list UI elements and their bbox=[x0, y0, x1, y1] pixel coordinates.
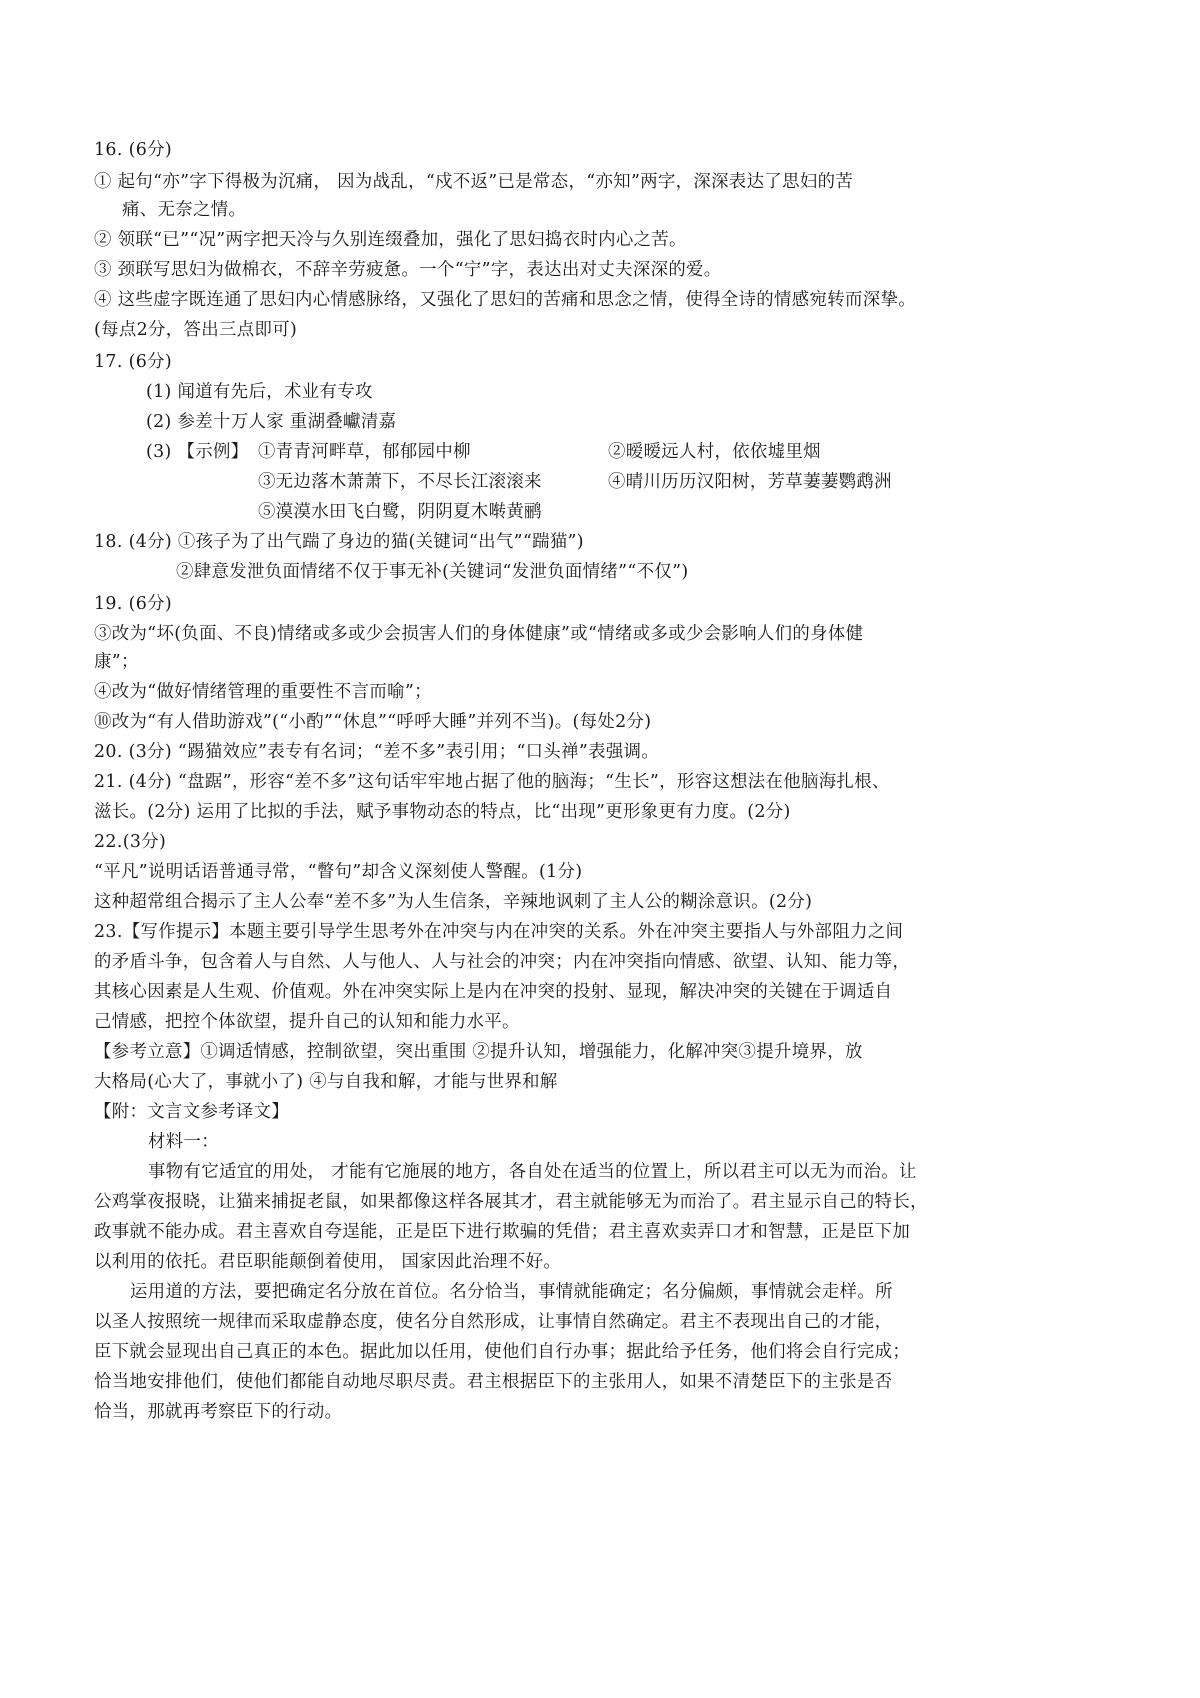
q16-point-3: ③ 颈联写思妇为做棉衣，不辞辛劳疲惫。一个“宁”字，表达出对丈夫深深的爱。 bbox=[94, 260, 722, 280]
q17-answer-1: (1) 闻道有先后，术业有专攻 bbox=[146, 382, 373, 402]
q22-line-1: “平凡”说明话语普通寻常，“瞥句”却含义深刻使人警醒。(1分) bbox=[94, 862, 583, 882]
q17-answer-3-label: (3) 【示例】 bbox=[146, 442, 249, 462]
translation-p1-line-2: 公鸡掌夜报晓，让猫来捕捉老鼠，如果都像这样各展其才，君主就能够无为而治了。君主显示自己的特长， bbox=[94, 1192, 928, 1212]
q17-example-1: ①青青河畔草，郁郁园中柳 bbox=[258, 442, 471, 462]
q19-line-2: ④改为“做好情绪管理的重要性不言而喻”； bbox=[94, 682, 432, 702]
q16-point-1-cont: 痛、无奈之情。 bbox=[122, 200, 247, 220]
q20-line: 20. (3分) “踢猫效应”表专有名词；“差不多”表引用；“口头禅”表强调。 bbox=[94, 742, 660, 762]
q16-point-2: ② 领联“已”“况”两字把天冷与久别连缀叠加，强化了思妇捣衣时内心之苦。 bbox=[94, 230, 687, 250]
q17-example-2: ②暧暧远人村，依依墟里烟 bbox=[608, 442, 821, 462]
translation-p2-line-3: 臣下就会显现出自己真正的本色。据此加以任用，使他们自行办事；据此给予任务，他们将会自行完成； bbox=[94, 1342, 911, 1362]
q18-line-1: 18. (4分) ①孩子为了出气踹了身边的猫(关键词“出气”“踹猫”) bbox=[94, 532, 584, 552]
q22-heading: 22.(3分) bbox=[94, 832, 167, 852]
q23-line-4: 己情感，把控个体欲望，提升自己的认知和能力水平。 bbox=[94, 1012, 520, 1032]
q16-point-1: ① 起句“亦”字下得极为沉痛， 因为战乱，“戍不返”已是常态，“亦知”两字，深深表达了思妇的苦 bbox=[94, 172, 854, 192]
q23-line-1: 23.【写作提示】本题主要引导学生思考外在冲突与内在冲突的关系。外在冲突主要指人与外部阻力之间 bbox=[94, 922, 904, 942]
q16-point-4: ④ 这些虚字既连通了思妇内心情感脉络，又强化了思妇的苦痛和思念之情，使得全诗的情感宛转而深挚。 bbox=[94, 290, 916, 310]
translation-p1-line-3: 政事就不能办成。君主喜欢自夸逞能，正是臣下进行欺骗的凭借；君主喜欢卖弄口才和智慧，正是臣下加 bbox=[94, 1222, 911, 1242]
q19-heading: 19. (6分) bbox=[94, 594, 173, 614]
q22-line-2: 这种超常组合揭示了主人公奉“差不多”为人生信条，辛辣地讽刺了主人公的糊涂意识。(2分) bbox=[94, 892, 813, 912]
q23-line-2: 的矛盾斗争，包含着人与自然、人与他人、人与社会的冲突；内在冲突指向情感、欲望、认知、能力等， bbox=[94, 952, 911, 972]
q19-line-3: ⑩改为“有人借助游戏”(“小酌”“休息”“呼呼大睡”并列不当)。(每处2分) bbox=[94, 712, 652, 732]
q23-line-5: 【参考立意】①调适情感，控制欲望，突出重围 ②提升认知，增强能力，化解冲突③提升境界，放 bbox=[94, 1042, 863, 1062]
q16-heading: 16. (6分) bbox=[94, 140, 173, 160]
q17-example-4: ④晴川历历汉阳树，芳草萋萋鹦鹉洲 bbox=[608, 472, 892, 492]
q17-example-5: ⑤漠漠水田飞白鹭，阴阴夏木啭黄鹂 bbox=[258, 502, 542, 522]
q18-line-2: ②肆意发泄负面情绪不仅于事无补(关键词“发泄负面情绪”“不仅”) bbox=[176, 562, 689, 582]
translation-p2-line-5: 恰当，那就再考察臣下的行动。 bbox=[94, 1402, 343, 1422]
q21-line-1: 21. (4分) “盘踞”，形容“差不多”这句话牢牢地占据了他的脑海；“生长”，形容这想法在他脑海扎根、 bbox=[94, 772, 890, 792]
translation-p2-line-1: 运用道的方法，要把确定名分放在首位。名分恰当，事情就能确定；名分偏颇，事情就会走样。所 bbox=[130, 1282, 893, 1302]
translation-p2-line-4: 恰当地安排他们，使他们都能自动地尽职尽责。君主根据臣下的主张用人，如果不清楚臣下的主张是否 bbox=[94, 1372, 893, 1392]
q21-line-2: 滋长。(2分) 运用了比拟的手法，赋予事物动态的特点，比“出现”更形象更有力度。(2分) bbox=[94, 802, 791, 822]
q17-example-3: ③无边落木萧萧下，不尽长江滚滚来 bbox=[258, 472, 542, 492]
q23-line-3: 其核心因素是人生观、价值观。外在冲突实际上是内在冲突的投射、显现，解决冲突的关键在于调适自 bbox=[94, 982, 893, 1002]
translation-p1-line-1: 事物有它适宜的用处， 才能有它施展的地方，各自处在适当的位置上，所以君主可以无为而治。让 bbox=[148, 1162, 917, 1182]
q17-answer-2: (2) 参差十万人家 重湖叠巘清嘉 bbox=[146, 412, 397, 432]
q19-line-1: ③改为“坏(负面、不良)情绪或多或少会损害人们的身体健康”或“情绪或多或少会影响人们的身体健 bbox=[94, 624, 864, 644]
q23-line-6: 大格局(心大了，事就小了) ④与自我和解，才能与世界和解 bbox=[94, 1072, 558, 1092]
appendix-heading: 【附：文言文参考译文】 bbox=[94, 1102, 290, 1122]
q17-heading: 17. (6分) bbox=[94, 352, 173, 372]
translation-p2-line-2: 以圣人按照统一规律而采取虚静态度，使名分自然形成，让事情自然确定。君主不表现出自己的才能， bbox=[94, 1312, 893, 1332]
q19-line-1-cont: 康”； bbox=[94, 652, 139, 672]
material-1-label: 材料一： bbox=[148, 1132, 219, 1152]
translation-p1-line-4: 以利用的依托。君臣职能颠倒着使用， 国家因此治理不好。 bbox=[94, 1252, 562, 1272]
q16-scoring-note: (每点2分，答出三点即可) bbox=[94, 320, 298, 340]
